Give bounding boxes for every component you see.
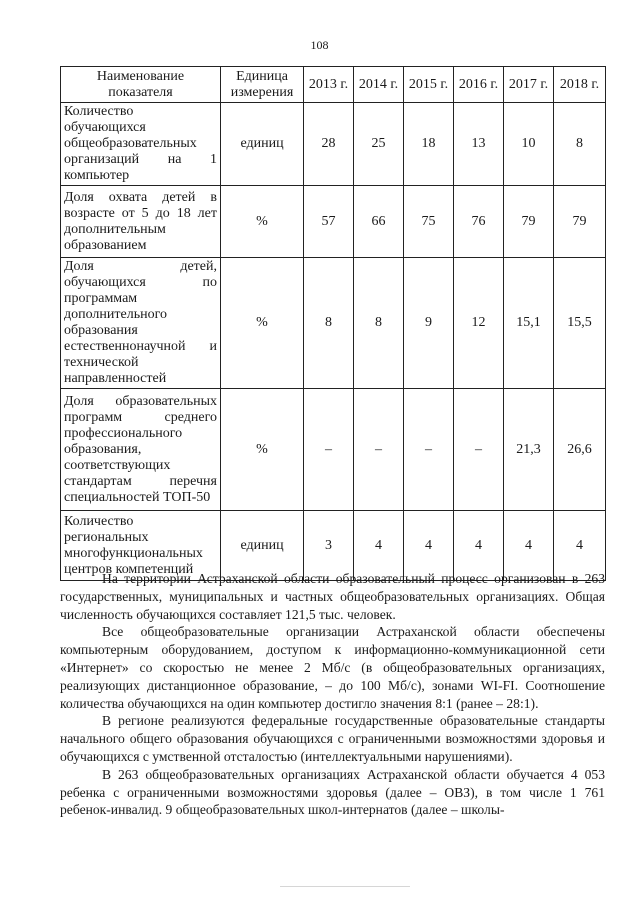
paragraph: В регионе реализуются федеральные государственные образовательные стандарты начального общего образования обучающихся с ограниченными возможностями здоровья и обучающихся с умственной отсталостью (интеллектуальными нарушениями). (60, 713, 605, 764)
row-value: – (304, 389, 354, 511)
row-value: 9 (404, 258, 454, 389)
row-value: – (404, 389, 454, 511)
row-value: 15,5 (554, 258, 606, 389)
row-value: – (354, 389, 404, 511)
row-value: 76 (454, 186, 504, 258)
row-name: Количество обучающихся общеобразовательных организаций на 1 компьютер (61, 103, 221, 186)
footer-divider (280, 886, 410, 887)
row-value: 4 (404, 511, 454, 581)
table-row (61, 186, 606, 258)
row-value: 18 (404, 103, 454, 186)
row-name: Доля детей, обучающихся по программам дополнительного образования естественнонаучной и технической направленностей (61, 258, 221, 389)
row-value: 4 (554, 511, 606, 581)
header-year: 2014 г. (354, 67, 404, 103)
row-value: 75 (404, 186, 454, 258)
row-value: 79 (504, 186, 554, 258)
row-unit: единиц (221, 511, 304, 581)
row-value: 4 (354, 511, 404, 581)
paragraph: На территории Астраханской области образовательный процесс организован в 263 государственных, муниципальных и частных общеобразовательных организациях. Общая численность обучающихся составляет 121,5 тыс. человек. (60, 571, 605, 622)
body-text (60, 570, 605, 819)
header-year: 2017 г. (504, 67, 554, 103)
row-unit: % (221, 186, 304, 258)
table-row (61, 103, 606, 186)
table-row (61, 258, 606, 389)
row-value: 25 (354, 103, 404, 186)
row-value: 4 (504, 511, 554, 581)
row-value: 12 (454, 258, 504, 389)
paragraph: Все общеобразовательные организации Астраханской области обеспечены компьютерным оборудованием, доступом к информационно-коммуникационной сети «Интернет» со скоростью не менее 2 Мб/с (в общеобразовательных организациях, реализующих дистанционное образование, – до 100 Мб/с), зонами WI-FI. Соотношение количества обучающихся на один компьютер достигло значения 8:1 (ранее – 28:1). (60, 624, 605, 711)
row-value: 66 (354, 186, 404, 258)
row-unit: % (221, 389, 304, 511)
row-name: Количество региональных многофункциональных центров компетенций (61, 511, 221, 581)
header-name: Наименование показателя (61, 67, 221, 103)
row-unit: % (221, 258, 304, 389)
table-row (61, 389, 606, 511)
header-year: 2013 г. (304, 67, 354, 103)
row-value: 8 (554, 103, 606, 186)
header-unit: Единица измерения (221, 67, 304, 103)
row-name: Доля образовательных программ среднего профессионального образования, соответствующих стандартам перечня специальностей ТОП-50 (61, 389, 221, 511)
row-value: 13 (454, 103, 504, 186)
header-year: 2018 г. (554, 67, 606, 103)
indicators-table (60, 66, 606, 581)
paragraph: В 263 общеобразовательных организациях Астраханской области обучается 4 053 ребенка с ограниченными возможностями здоровья (далее – ОВЗ), в том числе 1 761 ребенок-инвалид. 9 общеобразовательных школ-интернатов (далее – школы- (60, 766, 605, 818)
row-value: 8 (354, 258, 404, 389)
row-value: 10 (504, 103, 554, 186)
row-value: 4 (454, 511, 504, 581)
row-value: 15,1 (504, 258, 554, 389)
row-value: 57 (304, 186, 354, 258)
header-year: 2015 г. (404, 67, 454, 103)
row-value: 79 (554, 186, 606, 258)
row-value: – (454, 389, 504, 511)
row-value: 8 (304, 258, 354, 389)
row-value: 26,6 (554, 389, 606, 511)
table-header-row (61, 67, 606, 103)
row-unit: единиц (221, 103, 304, 186)
page-number: 108 (310, 38, 329, 52)
row-name: Доля охвата детей в возрасте от 5 до 18 лет дополнительным образованием (61, 186, 221, 258)
header-year: 2016 г. (454, 67, 504, 103)
row-value: 28 (304, 103, 354, 186)
row-value: 21,3 (504, 389, 554, 511)
row-value: 3 (304, 511, 354, 581)
